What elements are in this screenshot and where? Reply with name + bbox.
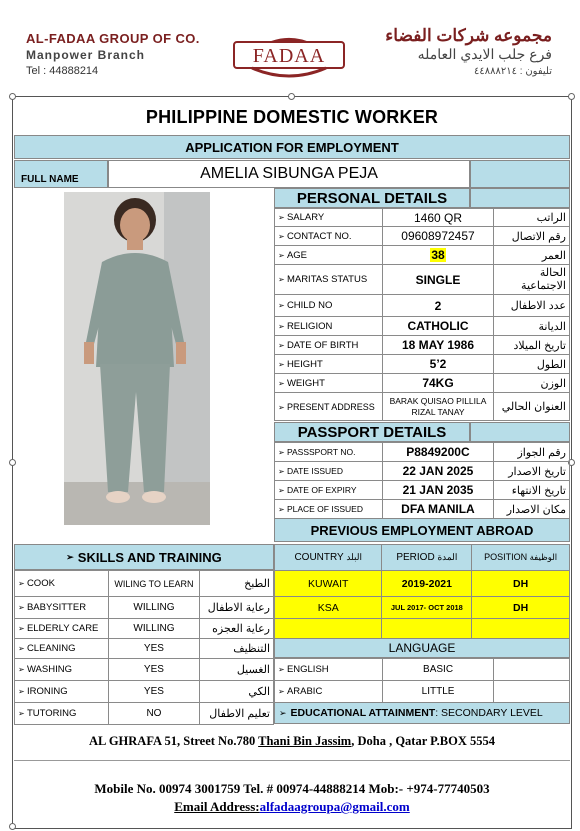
passport-details-table <box>274 442 570 519</box>
table-row <box>275 393 570 421</box>
prev-country-1: KUWAIT <box>275 571 382 597</box>
skill-cook-label: ➢ COOK <box>15 571 109 597</box>
previous-employment-table <box>274 544 570 639</box>
table-row <box>15 619 274 639</box>
company-name-en: AL-FADAA GROUP OF CO. <box>26 31 200 46</box>
table-row <box>275 659 570 681</box>
resize-handle[interactable] <box>9 823 16 830</box>
skill-elderly-label: ➢ ELDERLY CARE <box>15 619 109 639</box>
country-header-ar: البلد <box>346 552 362 562</box>
place-issued-value: DFA MANILA <box>382 500 493 519</box>
period-header-ar: المدة <box>437 552 458 562</box>
skill-cook-ar: الطبخ <box>200 571 274 597</box>
position-header-ar: الوظيفة <box>529 552 558 562</box>
address-part-3: , Doha , Qatar P.BOX 5554 <box>351 734 495 748</box>
address-part-1: AL GHRAFA 51, Street No.780 <box>89 734 256 748</box>
skill-elderly-ar: رعاية العجزه <box>200 619 274 639</box>
language-arabic-extra <box>494 681 570 703</box>
skills-heading-text: SKILLS AND TRAINING <box>77 549 222 565</box>
skill-ironing-value: YES <box>108 681 200 703</box>
personal-details-heading: PERSONAL DETAILS <box>274 188 470 208</box>
skill-ironing-ar: الكي <box>200 681 274 703</box>
prev-country-2: KSA <box>275 597 382 619</box>
skill-cleaning-value: YES <box>108 639 200 659</box>
age-value <box>382 246 493 265</box>
prev-period-3 <box>382 619 472 639</box>
table-row <box>275 481 570 500</box>
prev-country-3 <box>275 619 382 639</box>
height-value: 5’2 <box>382 355 493 374</box>
skill-tutoring-value: NO <box>108 703 200 725</box>
table-header-row <box>275 545 570 571</box>
full-name-spacer <box>470 160 570 188</box>
skill-babysitter-ar: رعاية الاطفال <box>200 597 274 619</box>
table-row <box>15 659 274 681</box>
age-label-ar: العمر <box>494 246 570 265</box>
table-row <box>15 639 274 659</box>
company-tel-en: Tel : 44888214 <box>26 65 99 77</box>
table-row <box>275 246 570 265</box>
dob-label: ➢ DATE OF BIRTH <box>275 336 383 355</box>
table-row <box>275 619 570 639</box>
resize-handle[interactable] <box>288 93 295 100</box>
table-row <box>275 209 570 227</box>
skill-washing-value: YES <box>108 659 200 681</box>
personal-details-table <box>274 208 570 421</box>
page-title: PHILIPPINE DOMESTIC WORKER <box>145 106 439 127</box>
skill-washing-label: ➢ WASHING <box>15 659 109 681</box>
table-row <box>15 703 274 725</box>
date-expiry-label-ar: تاريخ الانتهاء <box>494 481 570 500</box>
language-english-value: BASIC <box>382 659 494 681</box>
contact-email-line <box>14 799 570 815</box>
resize-handle[interactable] <box>9 93 16 100</box>
arrow-icon: ➢ <box>279 707 287 718</box>
table-row <box>275 355 570 374</box>
religion-label-ar: الديانة <box>494 317 570 336</box>
table-row <box>275 295 570 317</box>
skills-heading <box>14 544 274 570</box>
prev-period-2: JUL 2017- OCT 2018 <box>382 597 472 619</box>
table-row <box>15 681 274 703</box>
language-arabic-value: LITTLE <box>382 681 494 703</box>
dob-value: 18 MAY 1986 <box>382 336 493 355</box>
height-label-ar: الطول <box>494 355 570 374</box>
table-row <box>275 443 570 462</box>
person-photo-icon <box>64 192 210 525</box>
position-header <box>472 545 570 571</box>
logo-text: FADAA <box>252 45 326 67</box>
prev-position-2: DH <box>472 597 570 619</box>
weight-label-ar: الوزن <box>494 374 570 393</box>
company-tel-ar: تليفون : ٤٤٨٨٨٢١٤ <box>474 66 552 77</box>
full-name-label: FULL NAME <box>14 160 108 188</box>
skill-babysitter-value: WILLING <box>108 597 200 619</box>
skill-washing-ar: الغسيل <box>200 659 274 681</box>
skill-cook-value: WILING TO LEARN <box>108 571 200 597</box>
date-expiry-value: 21 JAN 2035 <box>382 481 493 500</box>
prev-period-1: 2019-2021 <box>382 571 472 597</box>
language-table <box>274 658 570 703</box>
skill-cleaning-label: ➢ CLEANING <box>15 639 109 659</box>
age-label: ➢ AGE <box>275 246 383 265</box>
table-row <box>275 265 570 295</box>
applicant-photo <box>64 192 210 525</box>
resize-handle[interactable] <box>568 93 575 100</box>
child-no-label-ar: عدد الاطفال <box>494 295 570 317</box>
company-name-ar: مجموعه شركات الفضاء <box>385 26 552 45</box>
branch-name-en: Manpower Branch <box>26 48 146 62</box>
passport-no-label: ➢ PASSSPORT NO. <box>275 443 383 462</box>
email-link[interactable]: alfadaagroupa@gmail.com <box>259 799 410 814</box>
table-row <box>275 500 570 519</box>
table-row <box>275 571 570 597</box>
passport-no-label-ar: رقم الجواز <box>494 443 570 462</box>
prev-position-1: DH <box>472 571 570 597</box>
place-issued-label: ➢ PLACE OF ISSUED <box>275 500 383 519</box>
salary-label-ar: الراتب <box>494 209 570 227</box>
arrow-icon: ➢ <box>66 551 74 562</box>
table-row <box>275 336 570 355</box>
height-label: ➢ HEIGHT <box>275 355 383 374</box>
education-value: : SECONDARY LEVEL <box>435 707 543 719</box>
fadaa-logo <box>232 22 346 80</box>
date-issued-value: 22 JAN 2025 <box>382 462 493 481</box>
place-issued-label-ar: مكان الاصدار <box>494 500 570 519</box>
skill-tutoring-ar: تعليم الاطفال <box>200 703 274 725</box>
address-value: BARAK QUISAO PILLILA RIZAL TANAY <box>382 393 493 421</box>
period-header <box>382 545 472 571</box>
language-heading: LANGUAGE <box>274 638 570 658</box>
prev-position-3 <box>472 619 570 639</box>
skill-elderly-value: WILLING <box>108 619 200 639</box>
table-row <box>275 227 570 246</box>
table-row <box>275 597 570 619</box>
table-row <box>275 374 570 393</box>
marital-status-value: SINGLE <box>382 265 493 295</box>
address-label: ➢ PRESENT ADDRESS <box>275 393 383 421</box>
marital-status-label: ➢ MARITAS STATUS <box>275 265 383 295</box>
salary-value: 1460 QR <box>382 209 493 227</box>
period-header-en: PERIOD <box>396 552 435 563</box>
passport-details-heading: PASSPORT DETAILS <box>274 422 470 442</box>
skill-tutoring-label: ➢ TUTORING <box>15 703 109 725</box>
religion-label: ➢ RELIGION <box>275 317 383 336</box>
address-part-2: Thani Bin Jassim <box>258 734 352 748</box>
table-row <box>275 462 570 481</box>
education-row <box>274 702 570 724</box>
education-label: EDUCATIONAL ATTAINMENT <box>290 707 436 719</box>
contact-label: ➢ CONTACT NO. <box>275 227 383 246</box>
skill-cleaning-ar: التنظيف <box>200 639 274 659</box>
skill-babysitter-label: ➢ BABYSITTER <box>15 597 109 619</box>
language-english-label: ➢ ENGLISH <box>275 659 383 681</box>
contact-label-ar: رقم الاتصال <box>494 227 570 246</box>
country-header-en: COUNTRY <box>294 552 344 563</box>
resize-handle[interactable] <box>9 459 16 466</box>
table-row <box>275 681 570 703</box>
table-row <box>275 317 570 336</box>
salary-label: ➢ SALARY <box>275 209 383 227</box>
skills-table <box>14 570 274 725</box>
previous-employment-heading: PREVIOUS EMPLOYMENT ABROAD <box>274 518 570 542</box>
passport-no-value: P8849200C <box>382 443 493 462</box>
language-english-extra <box>494 659 570 681</box>
date-issued-label-ar: تاريخ الاصدار <box>494 462 570 481</box>
personal-heading-spacer <box>470 188 570 208</box>
marital-status-label-ar: الحالة الاجتماعية <box>494 265 570 295</box>
table-row <box>15 597 274 619</box>
language-arabic-label: ➢ ARABIC <box>275 681 383 703</box>
weight-value: 74KG <box>382 374 493 393</box>
weight-label: ➢ WEIGHT <box>275 374 383 393</box>
passport-heading-spacer <box>470 422 570 442</box>
date-expiry-label: ➢ DATE OF EXPIRY <box>275 481 383 500</box>
contact-phones: Mobile No. 00974 3001759 Tel. # 00974-44888214 Mob:- +974-77740503 <box>94 781 490 796</box>
footer-divider <box>14 760 570 761</box>
dob-label-ar: تاريخ الميلاد <box>494 336 570 355</box>
email-label: Email Address: <box>174 799 260 814</box>
country-header <box>275 545 382 571</box>
religion-value: CATHOLIC <box>382 317 493 336</box>
application-subtitle: APPLICATION FOR EMPLOYMENT <box>14 135 570 159</box>
table-row <box>15 571 274 597</box>
address-label-ar: العنوان الحالي <box>494 393 570 421</box>
contact-value: 09608972457 <box>382 227 493 246</box>
company-address <box>14 734 570 749</box>
skill-ironing-label: ➢ IRONING <box>15 681 109 703</box>
position-header-en: POSITION <box>484 552 528 562</box>
age-highlight: 38 <box>431 248 445 262</box>
date-issued-label: ➢ DATE ISSUED <box>275 462 383 481</box>
full-name-value: AMELIA SIBUNGA PEJA <box>108 160 470 188</box>
child-no-label: ➢ CHILD NO <box>275 295 383 317</box>
child-no-value: 2 <box>382 295 493 317</box>
branch-name-ar: فرع جلب الايدي العامله <box>417 46 552 62</box>
